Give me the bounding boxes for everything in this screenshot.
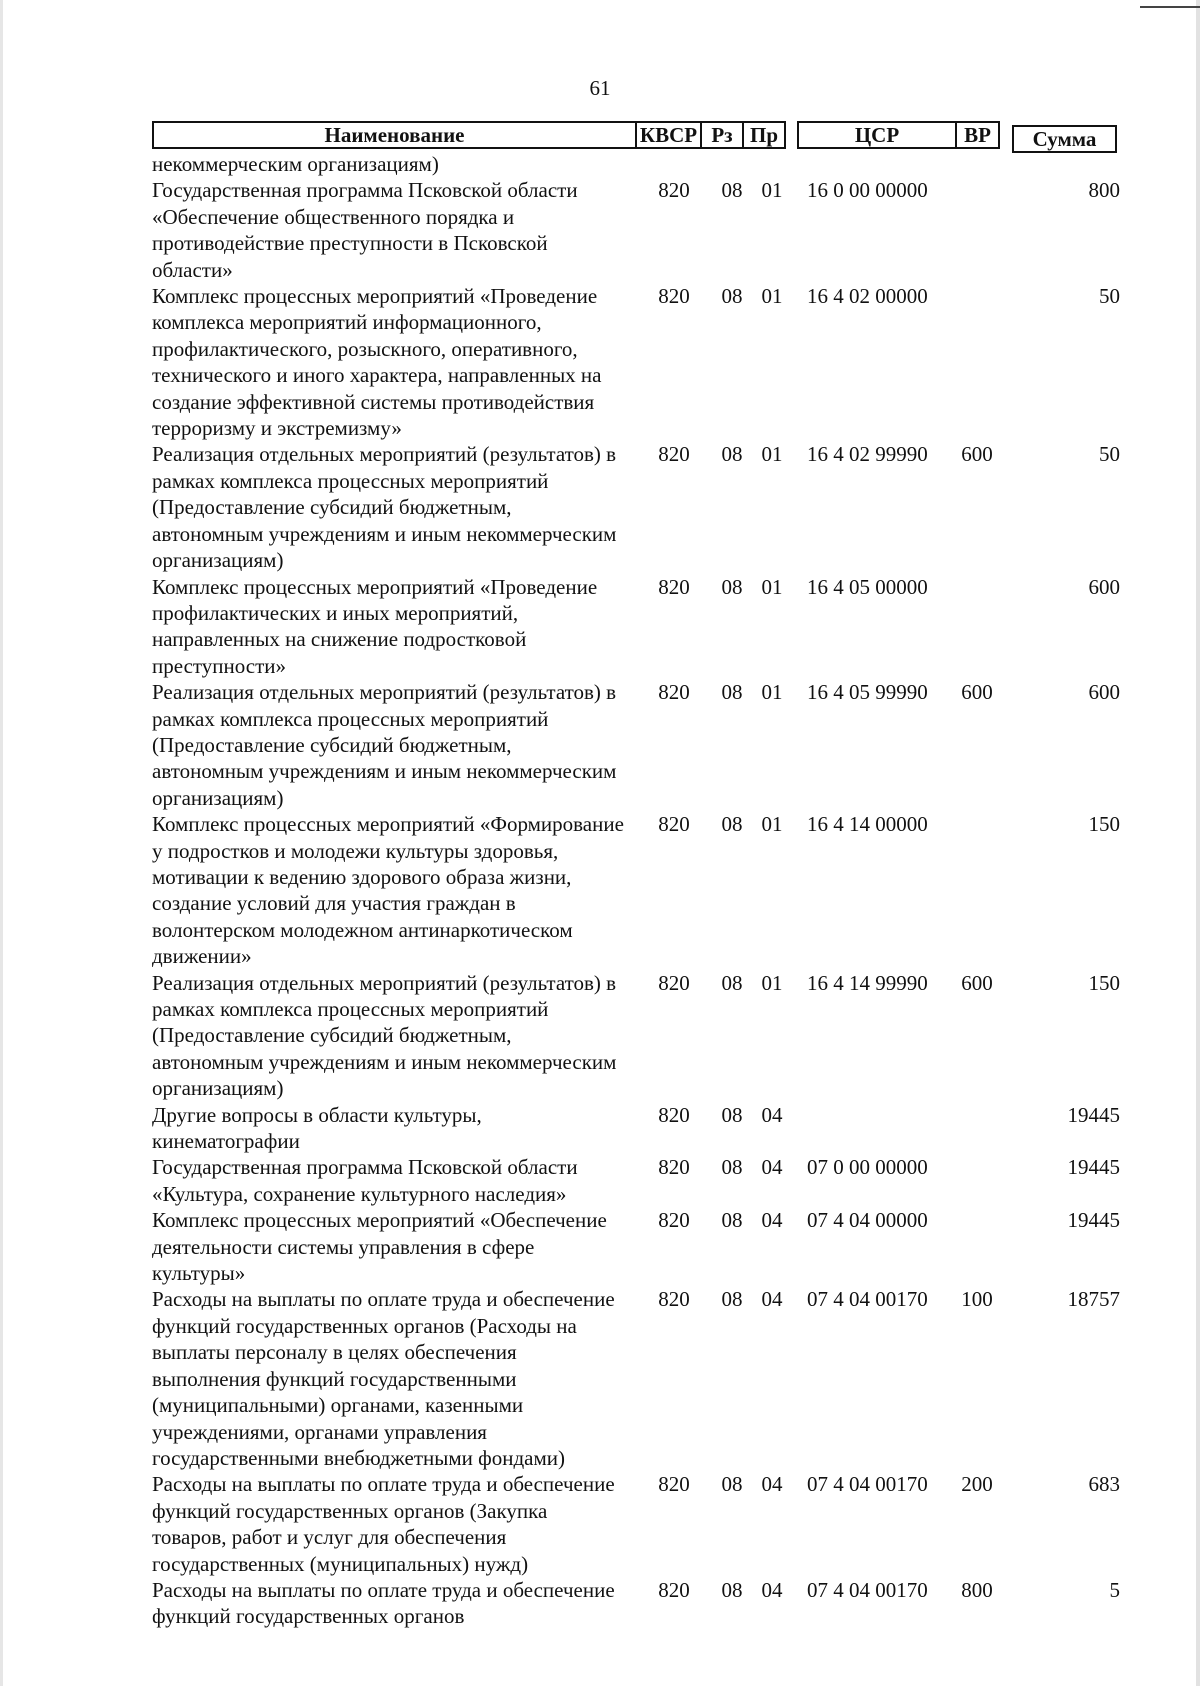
row-csr: 07 0 00 00000 [807,1155,928,1180]
row-vr: 200 [961,1472,993,1497]
header-kvsr: КВСР [635,121,702,149]
row-sum: 150 [1088,970,1120,995]
table-row [152,283,1122,441]
row-rz: 08 [721,1155,743,1180]
row-pr: 01 [761,284,783,309]
page-number: 61 [589,76,611,100]
row-name: Государственная программа Псковской области «Обеспечение общественного порядка и противодействие преступности в Псковской области» [152,178,578,282]
table-body [152,151,1122,1630]
row-rz: 08 [721,1208,743,1233]
row-kvsr: 820 [658,1287,690,1312]
row-csr: 16 4 14 00000 [807,812,928,837]
row-csr: 16 4 02 99990 [807,442,928,467]
row-pr: 01 [761,574,783,599]
row-csr: 16 0 00 00000 [807,178,928,203]
row-pr: 01 [761,680,783,705]
row-name: Комплекс процессных мероприятий «Проведение профилактических и иных мероприятий, направленных на снижение подростковой преступности» [152,574,598,678]
row-sum: 600 [1088,680,1120,705]
row-pr: 04 [761,1155,783,1180]
row-kvsr: 820 [658,574,690,599]
row-csr: 07 4 04 00000 [807,1208,928,1233]
scan-edge-right [1196,0,1200,1686]
row-name: Расходы на выплаты по оплате труда и обеспечение функций государственных органов [152,1577,615,1629]
header-rz: Рз [700,121,744,149]
row-kvsr: 820 [658,178,690,203]
table-row [152,151,1122,177]
row-csr: 16 4 02 00000 [807,284,928,309]
row-csr: 07 4 04 00170 [807,1577,928,1602]
row-name: Реализация отдельных мероприятий (результатов) в рамках комплекса процессных мероприятий (Предоставление субсидий бюджетным, автономным учреждениям и иным некоммерческим организациям) [152,680,617,810]
row-sum: 683 [1088,1472,1120,1497]
row-rz: 08 [721,1287,743,1312]
table-row [152,970,1122,1102]
row-sum: 50 [1099,442,1120,467]
row-kvsr: 820 [658,680,690,705]
row-rz: 08 [721,284,743,309]
row-kvsr: 820 [658,442,690,467]
row-kvsr: 820 [658,1155,690,1180]
row-kvsr: 820 [658,1208,690,1233]
row-rz: 08 [721,178,743,203]
row-pr: 04 [761,1208,783,1233]
row-rz: 08 [721,812,743,837]
table-row [152,1207,1122,1286]
row-pr: 01 [761,970,783,995]
row-pr: 04 [761,1472,783,1497]
row-csr: 16 4 05 99990 [807,680,928,705]
table-row [152,1154,1122,1207]
row-name: Расходы на выплаты по оплате труда и обеспечение функций государственных органов (Расходы на выплаты персоналу в целях обеспечения выполнения функций государственными (муниципальными) органами, казенными учреждениями, органами управления государственными внебюджетными фондами) [152,1287,615,1470]
table-row [152,1102,1122,1155]
row-sum: 600 [1088,574,1120,599]
row-rz: 08 [721,680,743,705]
row-vr: 600 [961,680,993,705]
table-row [152,177,1122,283]
table-header [152,121,1117,153]
table-row [152,1471,1122,1577]
table-row [152,441,1122,573]
row-rz: 08 [721,442,743,467]
row-name: Комплекс процессных мероприятий «Формирование у подростков и молодежи культуры здоровья, мотивации к ведению здорового образа жизни, создание условий для участия граждан в волонтерском молодежном антинаркотическом движении» [152,812,624,969]
row-csr: 07 4 04 00170 [807,1472,928,1497]
header-pr: Пр [742,121,786,149]
header-name: Наименование [152,121,637,149]
row-pr: 04 [761,1102,783,1127]
row-kvsr: 820 [658,1472,690,1497]
table-row [152,1577,1122,1630]
row-name: Комплекс процессных мероприятий «Обеспечение деятельности системы управления в сфере культуры» [152,1208,607,1286]
row-rz: 08 [721,1102,743,1127]
table-row [152,1286,1122,1471]
row-sum: 19445 [1067,1102,1120,1127]
row-name: Реализация отдельных мероприятий (результатов) в рамках комплекса процессных мероприятий (Предоставление субсидий бюджетным, автономным учреждениям и иным некоммерческим организациям) [152,970,617,1101]
row-csr: 07 4 04 00170 [807,1287,928,1312]
row-pr: 01 [761,812,783,837]
row-vr: 600 [961,970,993,995]
header-csr: ЦСР [797,121,957,149]
row-sum: 19445 [1067,1208,1120,1233]
row-pr: 04 [761,1287,783,1312]
table-row [152,574,1122,680]
row-vr: 800 [961,1577,993,1602]
row-pr: 04 [761,1577,783,1602]
row-name: Другие вопросы в области культуры, кинематографии [152,1102,482,1154]
row-rz: 08 [721,574,743,599]
row-kvsr: 820 [658,812,690,837]
row-vr: 100 [961,1287,993,1312]
row-kvsr: 820 [658,284,690,309]
row-name: Реализация отдельных мероприятий (результатов) в рамках комплекса процессных мероприятий (Предоставление субсидий бюджетным, автономным учреждениям и иным некоммерческим организациям) [152,442,617,573]
row-name: Комплекс процессных мероприятий «Проведение комплекса мероприятий информационного, профилактического, розыскного, оперативного, технического и иного характера, направленных на создание эффективной системы противодействия терроризму и экстремизму» [152,284,602,441]
row-csr: 16 4 05 00000 [807,574,928,599]
row-sum: 50 [1099,284,1120,309]
row-rz: 08 [721,970,743,995]
row-kvsr: 820 [658,1102,690,1127]
header-sum: Сумма [1012,125,1117,153]
row-pr: 01 [761,442,783,467]
scan-edge-mark [1140,6,1200,8]
row-csr: 16 4 14 99990 [807,970,928,995]
row-pr: 01 [761,178,783,203]
row-name: некоммерческим организациям) [152,152,439,176]
header-vr: ВР [955,121,1000,149]
row-name: Расходы на выплаты по оплате труда и обеспечение функций государственных органов (Закупка товаров, работ и услуг для обеспечения государственных (муниципальных) нужд) [152,1472,615,1576]
row-sum: 5 [1109,1577,1120,1602]
row-rz: 08 [721,1472,743,1497]
table-row [152,679,1122,811]
row-vr: 600 [961,442,993,467]
scan-edge-left [0,0,3,1686]
table-row [152,811,1122,969]
row-kvsr: 820 [658,1577,690,1602]
row-sum: 150 [1088,812,1120,837]
row-sum: 19445 [1067,1155,1120,1180]
row-sum: 800 [1088,178,1120,203]
row-kvsr: 820 [658,970,690,995]
row-rz: 08 [721,1577,743,1602]
row-sum: 18757 [1067,1287,1120,1312]
row-name: Государственная программа Псковской области «Культура, сохранение культурного наследия» [152,1155,578,1206]
